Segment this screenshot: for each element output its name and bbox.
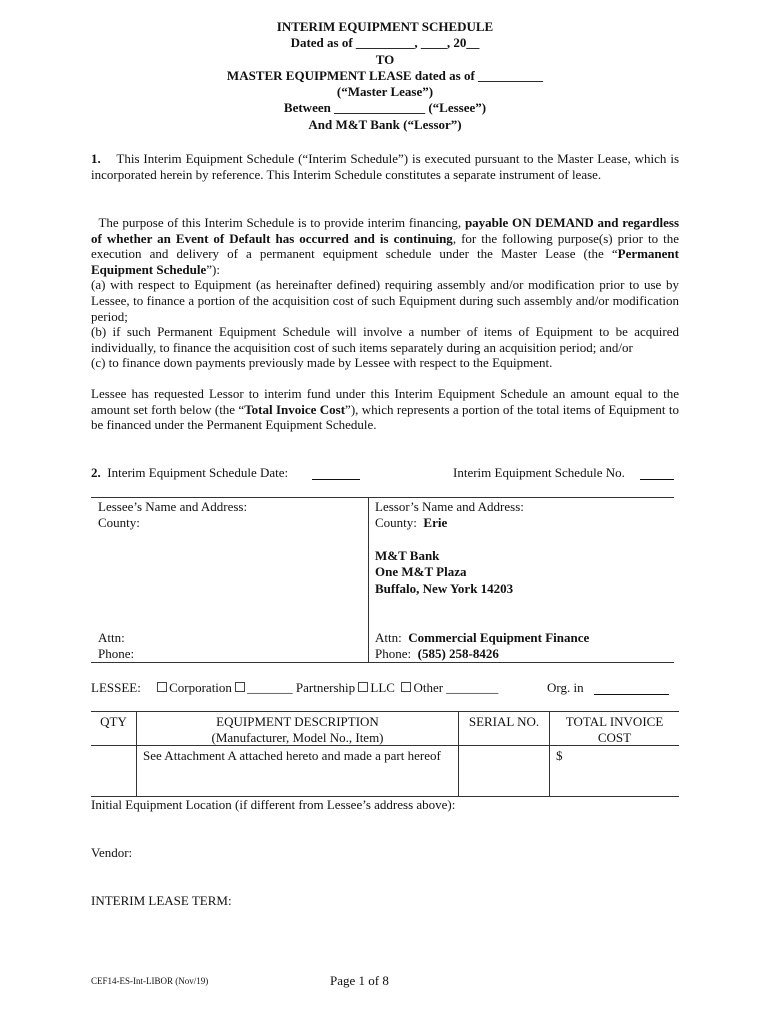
dated-line: Dated as of _________, ____, 20__ [290, 35, 480, 51]
lessor-attn-label: Attn: [375, 630, 402, 645]
lessee-entity-label: LESSEE: [91, 680, 141, 695]
lessee-county-label: County: [98, 515, 140, 531]
interim-lease-term-label: INTERIM LEASE TERM: [91, 893, 232, 908]
org-in-field[interactable] [594, 681, 669, 695]
lessor-line: And M&T Bank (“Lessor”) [308, 116, 462, 132]
section-2-number: 2. [91, 465, 101, 480]
lessee-contact [98, 630, 134, 663]
purpose-demand-text: payable ON DEMAND and regardless of whether an Event of Default has occurred and is continuing [91, 215, 680, 246]
document-header [0, 19, 770, 133]
schedule-date-label: Interim Equipment Schedule Date: [107, 465, 289, 480]
equipment-location-label: Initial Equipment Location (if different from Lessee’s address above): [91, 797, 456, 812]
schedule-no-label: Interim Equipment Schedule No. [453, 465, 625, 480]
request-text-b: ”), which represents a portion of the total items of Equipment to be financed under the Permanent Equipment Schedule. [91, 401, 679, 433]
master-lease-defined: (“Master Lease”) [336, 84, 434, 100]
serial-header: SERIAL NO. [468, 714, 540, 729]
corporation-label: Corporation [169, 680, 232, 695]
total-header-line-2: COST [597, 730, 632, 746]
permanent-schedule-term: Permanent Equipment Schedule [91, 246, 679, 277]
lessor-block [375, 499, 524, 532]
description-header [137, 714, 458, 747]
lessor-address-line-2: Buffalo, New York 14203 [375, 580, 514, 596]
parties-top-rule [91, 497, 674, 498]
org-in-label: Org. in [547, 680, 584, 695]
lessor-county-label: County: [375, 515, 417, 531]
vendor-label: Vendor: [91, 845, 133, 860]
row-description-cell: See Attachment A attached hereto and made a part hereof [143, 748, 441, 763]
partnership-blank: _______ [247, 680, 293, 695]
qty-header: QTY [100, 714, 127, 729]
lessor-phone-label: Phone: [375, 646, 412, 662]
request-paragraph [91, 386, 679, 433]
partnership-checkbox[interactable] [235, 682, 245, 692]
parties-divider [368, 498, 369, 662]
table-top-rule [91, 711, 679, 712]
page-number: Page 1 of 8 [330, 973, 389, 988]
row-total-cell[interactable]: $ [556, 748, 563, 763]
total-header [550, 714, 679, 747]
lessor-address [375, 548, 513, 597]
lessor-name-label: Lessor’s Name and Address: [375, 499, 524, 514]
section-1-text: This Interim Equipment Schedule (“Interim Schedule”) is executed pursuant to the Master Lease, which is incorporated herein by reference. This Interim Schedule constitutes a separate instrument of lease. [91, 151, 680, 182]
other-checkbox[interactable] [401, 682, 411, 692]
lessor-attn-value: Commercial Equipment Finance [408, 630, 590, 645]
purpose-item-a: (a) with respect to Equipment (as hereinafter defined) requiring assembly and/or modification prior to use by Lessee, to finance a portion of the acquisition cost of such Equipment during such assembly and/or modification period; [91, 277, 679, 324]
purpose-text-b: , for the following purpose(s) prior to the execution and delivery of a permanent equipment schedule under the Master Lease (the “ [91, 230, 679, 262]
to-line: TO [375, 51, 395, 67]
lessor-address-line-1: One M&T Plaza [375, 564, 467, 580]
lessee-attn-label: Attn: [98, 630, 125, 645]
llc-label: LLC [370, 680, 395, 695]
section-2-date [91, 465, 288, 481]
total-invoice-cost-term: Total Invoice Cost [244, 401, 346, 417]
lessor-contact [375, 630, 589, 663]
purpose-item-b: (b) if such Permanent Equipment Schedule will involve a number of items of Equipment to be acquired individually, to finance the acquisition cost of such items separately during an acquisition period; and/or [91, 324, 679, 355]
llc-checkbox[interactable] [358, 682, 368, 692]
lessee-block [98, 499, 247, 532]
request-text-a: Lessee has requested Lessor to interim fund under this Interim Equipment Schedule an amount equal to the amount set forth below (the “ [91, 386, 679, 417]
lessee-phone-label: Phone: [98, 646, 135, 662]
description-header-line-2: (Manufacturer, Model No., Item) [211, 730, 384, 746]
purpose-paragraph [91, 215, 679, 371]
schedule-no-field[interactable] [640, 466, 674, 480]
total-header-line-1: TOTAL INVOICE [565, 714, 664, 729]
purpose-text-a: The purpose of this Interim Schedule is to provide interim financing, [98, 215, 465, 230]
corporation-checkbox[interactable] [157, 682, 167, 692]
lessor-phone-value: (585) 258-8426 [417, 646, 499, 662]
schedule-date-field[interactable] [312, 466, 360, 480]
lessee-entity-row [91, 680, 498, 696]
document-title: INTERIM EQUIPMENT SCHEDULE [276, 19, 494, 34]
other-label: Other ________ [413, 680, 499, 695]
purpose-item-c: (c) to finance down payments previously made by Lessee with respect to the Equipment. [91, 355, 553, 371]
form-code: CEF14-ES-Int-LIBOR (Nov/19) [91, 976, 209, 986]
between-line: Between ______________ (“Lessee”) [283, 100, 487, 116]
section-1 [91, 151, 679, 182]
lessor-county-value: Erie [423, 515, 448, 531]
lessee-name-label: Lessee’s Name and Address: [98, 499, 248, 514]
master-lease-line: MASTER EQUIPMENT LEASE dated as of __________ [226, 67, 544, 83]
purpose-text-c: ”): [206, 261, 220, 277]
lessor-name: M&T Bank [375, 548, 440, 563]
section-1-number: 1. [91, 151, 101, 166]
partnership-label: Partnership [295, 680, 356, 695]
description-header-line-1: EQUIPMENT DESCRIPTION [216, 714, 379, 729]
